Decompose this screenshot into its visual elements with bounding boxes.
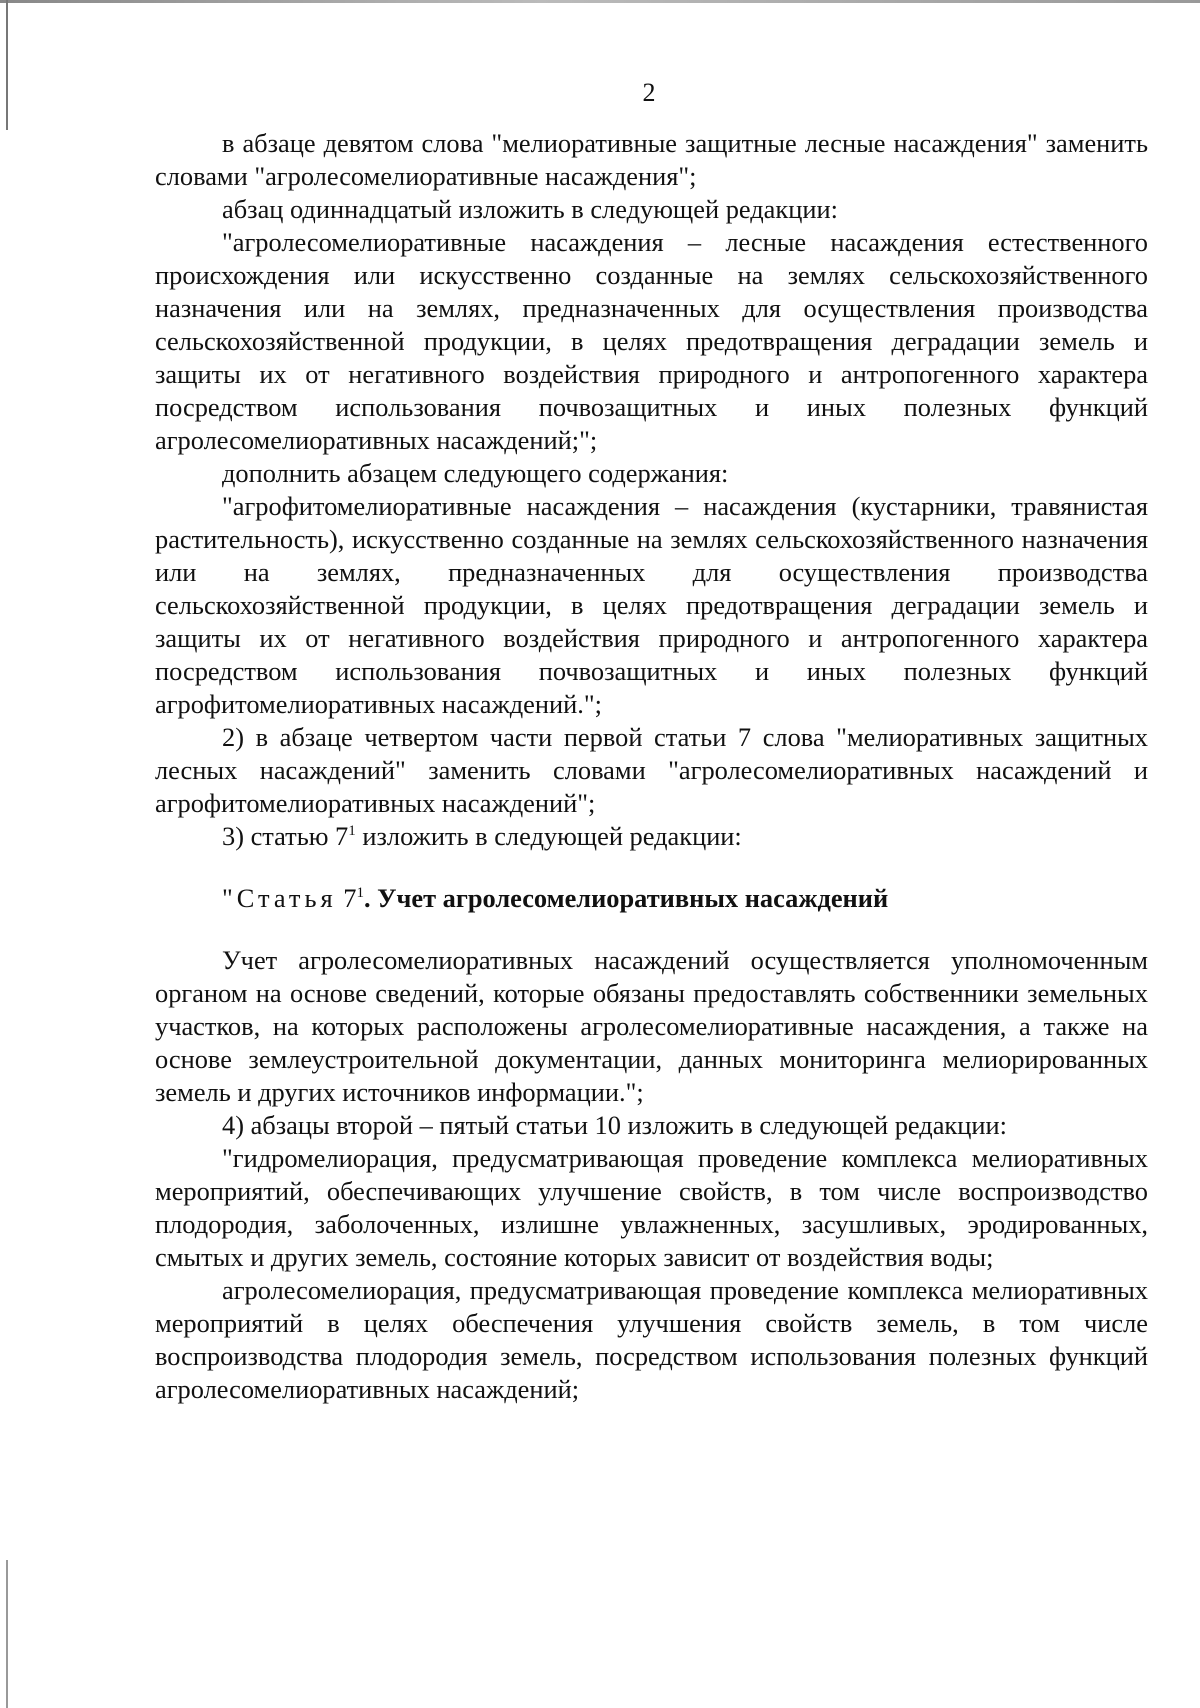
scan-edge-top [0,0,1200,3]
page-number: 2 [642,78,656,107]
item3-superscript: 1 [348,823,356,839]
paragraph-9: 4) абзацы второй – пятый статьи 10 изложить в следующей редакции: [222,1110,1007,1140]
paragraph-5: "агрофитомелиоративные насаждения – насаждения (кустарники, травянистая растительность), искусственно созданные на землях сельскохозяйственного назначения или на землях, предназначенных для осуществления производства сельскохозяйственной продукции, в целях предотвращения деградации земель и защиты их от негативного воздействия природного и антропогенного характера посредством использования почвозащитных и иных полезных функций агрофитомелиоративных насаждений."; [155,491,1148,719]
paragraph-1: в абзаце девятом слова "мелиоративные защитные лесные насаждения" заменить словами "агролесомелиоративные насаждения"; [155,128,1148,191]
paragraph-3: "агролесомелиоративные насаждения – лесные насаждения естественного происхождения или искусственно созданные на землях сельскохозяйственного назначения или на землях, предназначенных для осуществления производства сельскохозяйственной продукции, в целях предотвращения деградации земель и защиты их от негативного воздействия природного и антропогенного характера посредством использования почвозащитных и иных полезных функций агролесомелиоративных насаждений;"; [155,227,1148,455]
paragraph-6: 2) в абзаце четвертом части первой статьи 7 слова "мелиоративных защитных лесных насаждений" заменить словами "агролесомелиоративных насаждений и агрофитомелиоративных насаждений"; [155,722,1148,818]
article-heading [155,882,1148,915]
document-body [155,127,1148,1406]
paragraph-4: дополнить абзацем следующего содержания: [222,458,729,488]
paragraph-8: Учет агролесомелиоративных насаждений осуществляется уполномоченным органом на основе сведений, которые обязаны предоставлять собственники земельных участков, на которых расположены агролесомелиоративные насаждения, а также на основе землеустроительной документации, данных мониторинга мелиорированных земель и других источников информации."; [155,945,1148,1107]
item3-after: изложить в следующей редакции: [355,821,742,851]
scan-edge-left-bottom [6,1560,8,1708]
paragraph-7 [155,820,1148,853]
article-number-superscript: 1 [356,885,364,901]
article-number: 7 [343,883,357,913]
paragraph-10: "гидромелиорация, предусматривающая проведение комплекса мелиоративных мероприятий, обеспечивающих улучшение свойств, в том числе воспроизводство плодородия, заболоченных, излишне увлажненных, засушливых, эродированных, смытых и других земель, состояние которых зависит от воздействия воды; [155,1143,1148,1272]
paragraph-2: абзац одиннадцатый изложить в следующей редакции: [222,194,838,224]
item3-before: 3) статью 7 [222,821,349,851]
scan-edge-left-top [6,0,8,130]
article-word: "Статья [222,883,337,913]
article-title: . Учет агролесомелиоративных насаждений [363,883,889,913]
paragraph-11: агролесомелиорация, предусматривающая проведение комплекса мелиоративных мероприятий в целях обеспечения улучшения свойств земель, в том числе воспроизводства плодородия земель, посредством использования полезных функций агролесомелиоративных насаждений; [155,1275,1148,1404]
